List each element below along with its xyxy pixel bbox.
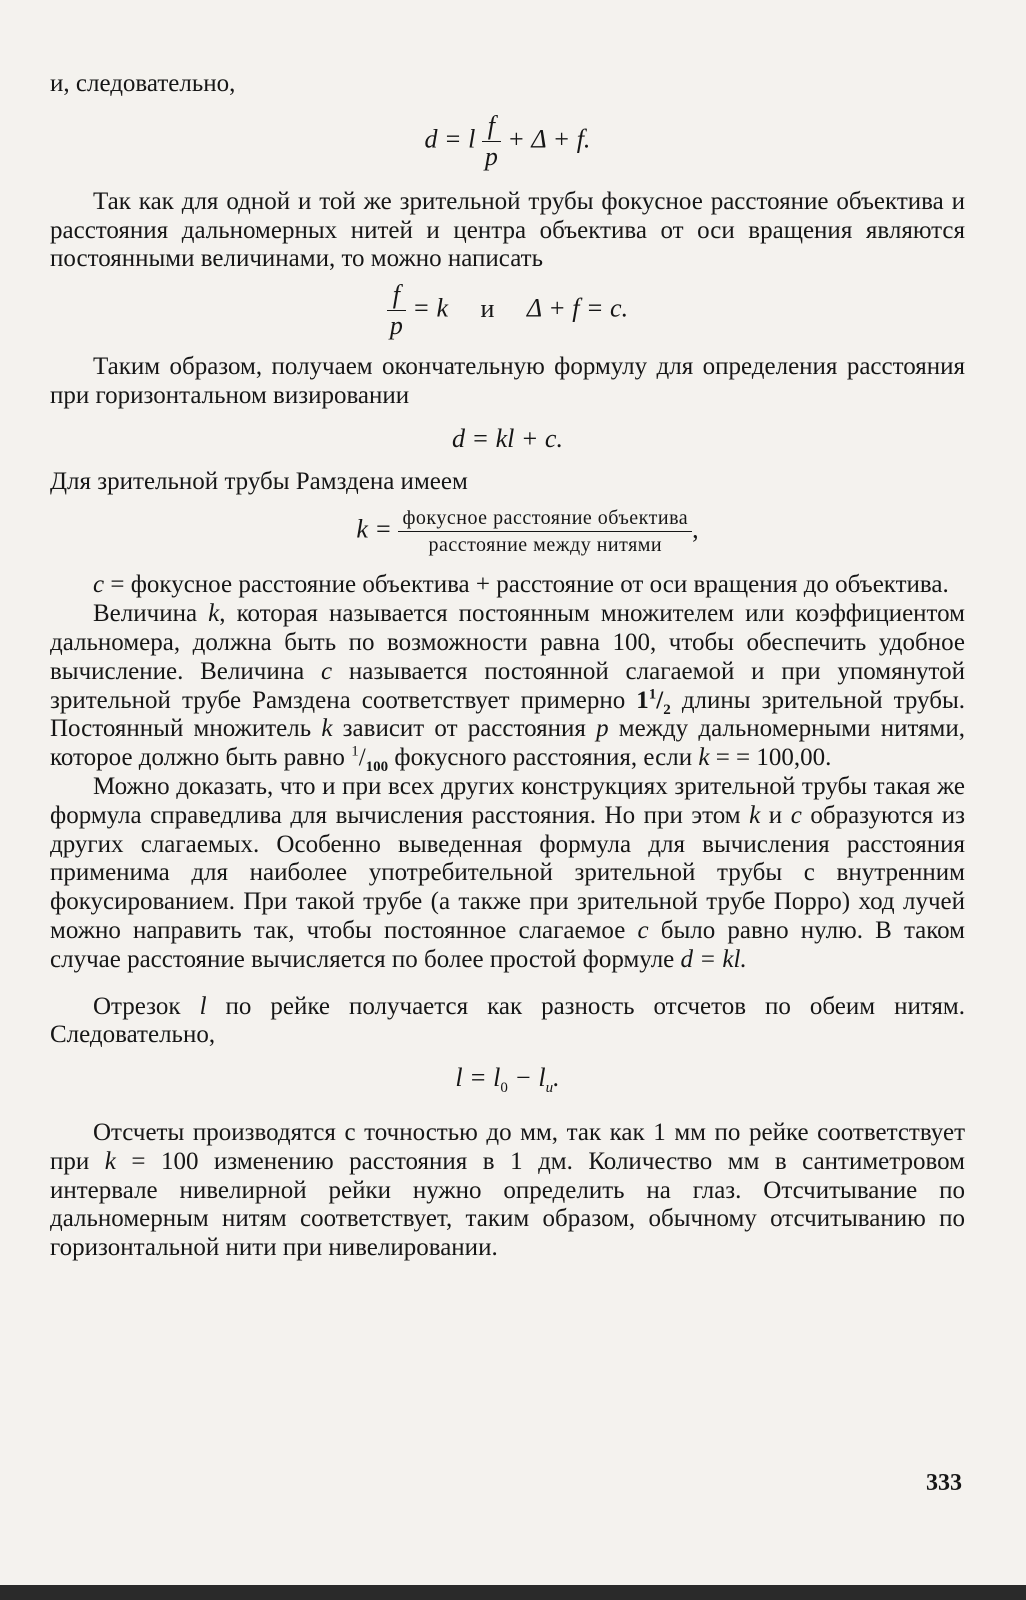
formula-k-word-fraction (398, 508, 692, 555)
mixed-den: 2 (663, 701, 671, 718)
var-c: c (790, 801, 802, 829)
frac-num: f (387, 282, 406, 311)
formula-f-over-p-2 (387, 282, 406, 339)
text-segment: = фокусное расстояние объектива + расстояние от оси вращения до объектива. (104, 571, 949, 599)
formula-d-lhs: d = l (424, 124, 476, 154)
formula-delta-f-c: Δ + f = c. (526, 293, 629, 323)
text-segment: Можно доказать, что и при всех других конструкциях зрительной трубы такая же формула справедлива для вычисления расстояния. Но при этом (50, 772, 965, 829)
formula-k-definition (50, 508, 965, 555)
var-l: l (199, 992, 207, 1020)
paragraph-ramsden: Для зрительной трубы Рамздена имеем (50, 467, 468, 495)
formula-k-tail: , (692, 514, 699, 544)
formula-conjunction: и (480, 293, 495, 323)
formula-f-over-p (482, 110, 501, 171)
var-c: c (637, 916, 649, 944)
inline-fraction: $^1/_{100}$ (351, 743, 389, 776)
text-segment: называется постоянной слагаемой и при упомянутой зрительной трубе Рамздена соответствует примерно (50, 657, 965, 714)
var-k: k (749, 801, 761, 829)
text-segment: между дальномерными нитями, которое должно быть равно (50, 715, 965, 772)
var-k: k (321, 715, 333, 743)
paragraph-telescope-constants: Так как для одной и той же зрительной трубы фокусное расстояние объектива и расстояния дальномерных нитей и центра объектива от оси вращения являются постоянными величинами, то можно написать (50, 187, 965, 273)
formula-equals-k: = k (405, 293, 448, 323)
frac-num: f (482, 113, 501, 142)
text-segment: Отсчеты производятся с точностью до мм, так как 1 мм по рейке соответствует при (50, 1118, 965, 1175)
page-number: 333 (926, 1470, 962, 1496)
text-segment: = 100 изменению расстояния в 1 дм. Количество мм в сантиметровом интервале нивелирной рейки нужно определить на глаз. Отсчитывание по дальномерным нитям соответствует, таким образом, обычному отсчитыванию по горизонтальной нити при нивелировании. (50, 1147, 965, 1262)
paragraph-readings (50, 1119, 965, 1263)
text-segment: было равно нулю. В таком случае расстояние вычисляется по более простой формуле (50, 916, 965, 973)
formula-k-c (50, 282, 965, 339)
mixed-whole: 1 (636, 686, 649, 714)
paragraph-final-formula: Таким образом, получаем окончательную формулу для определения расстояния при горизонтальном визировании (50, 353, 965, 409)
text-segment: образуются из других слагаемых. Особенно выведенная формула для вычисления расстояния применима для наиболее употребительной зрительной трубы с внутренним фокусированием. При такой трубе (а также при зрительной трубе Порро) ход лучей можно направить так, чтобы постоянное слагаемое (50, 801, 965, 944)
formula-l-difference (50, 1063, 965, 1097)
paragraph-other-constructions (50, 773, 965, 975)
subscript-u: u (545, 1080, 554, 1097)
mixed-number: $1^1/_2$ (636, 686, 671, 718)
text-segment: по рейке получается как разность отсчетов по обеим нитям. Следовательно, (50, 992, 965, 1049)
var-k: k (104, 1147, 116, 1175)
paragraph-segment-l (50, 993, 965, 1051)
text-segment: зависит от расстояния (332, 715, 597, 743)
paragraph-c-definition (50, 571, 965, 600)
frac-num: фокусное расстояние объектива (398, 508, 692, 532)
text-segment: фокусного расстояния, если (388, 744, 699, 772)
frac-den: расстояние между нитями (428, 534, 663, 557)
var-c: c (93, 571, 105, 599)
inline-frac-den: 100 (365, 759, 389, 776)
formula-minus-l: − l (507, 1063, 546, 1093)
subscript-0: 0 (500, 1080, 508, 1097)
mixed-num: 1 (648, 686, 657, 703)
paragraph-k-coefficient (50, 600, 965, 776)
formula-k-lhs: k = (356, 514, 392, 544)
text-segment: Величина (93, 600, 209, 628)
frac-den: p (484, 141, 498, 171)
book-page (50, 64, 965, 1263)
var-k: k (698, 744, 710, 772)
frac-den: p (389, 311, 403, 341)
text-segment: = = 100,00. (709, 744, 832, 772)
var-c: c (321, 657, 333, 685)
formula-d-kl-c: d = kl + c. (452, 423, 563, 453)
formula-d-kl: d = kl. (680, 945, 747, 973)
var-p: p (596, 715, 609, 743)
formula-l-lhs: l = l (455, 1063, 501, 1093)
scan-bottom-edge (0, 1585, 1026, 1600)
intro-line: и, следовательно, (50, 70, 236, 97)
formula-d-rhs: + Δ + f. (507, 124, 591, 154)
text-segment: Отрезок (93, 992, 200, 1020)
formula-d-lfp (50, 110, 965, 171)
text-segment: , которая называется постоянным множителем или коэффициентом дальномера, должна быть по возможности равна 100, чтобы обеспечить удобное вычисление. Величина (50, 600, 965, 685)
text-segment: и (760, 801, 791, 829)
text-segment: длины зрительной трубы. Постоянный множитель (50, 686, 965, 743)
formula-dot: . (553, 1063, 560, 1093)
inline-frac-num: 1 (351, 743, 359, 760)
var-k: k (208, 600, 220, 628)
